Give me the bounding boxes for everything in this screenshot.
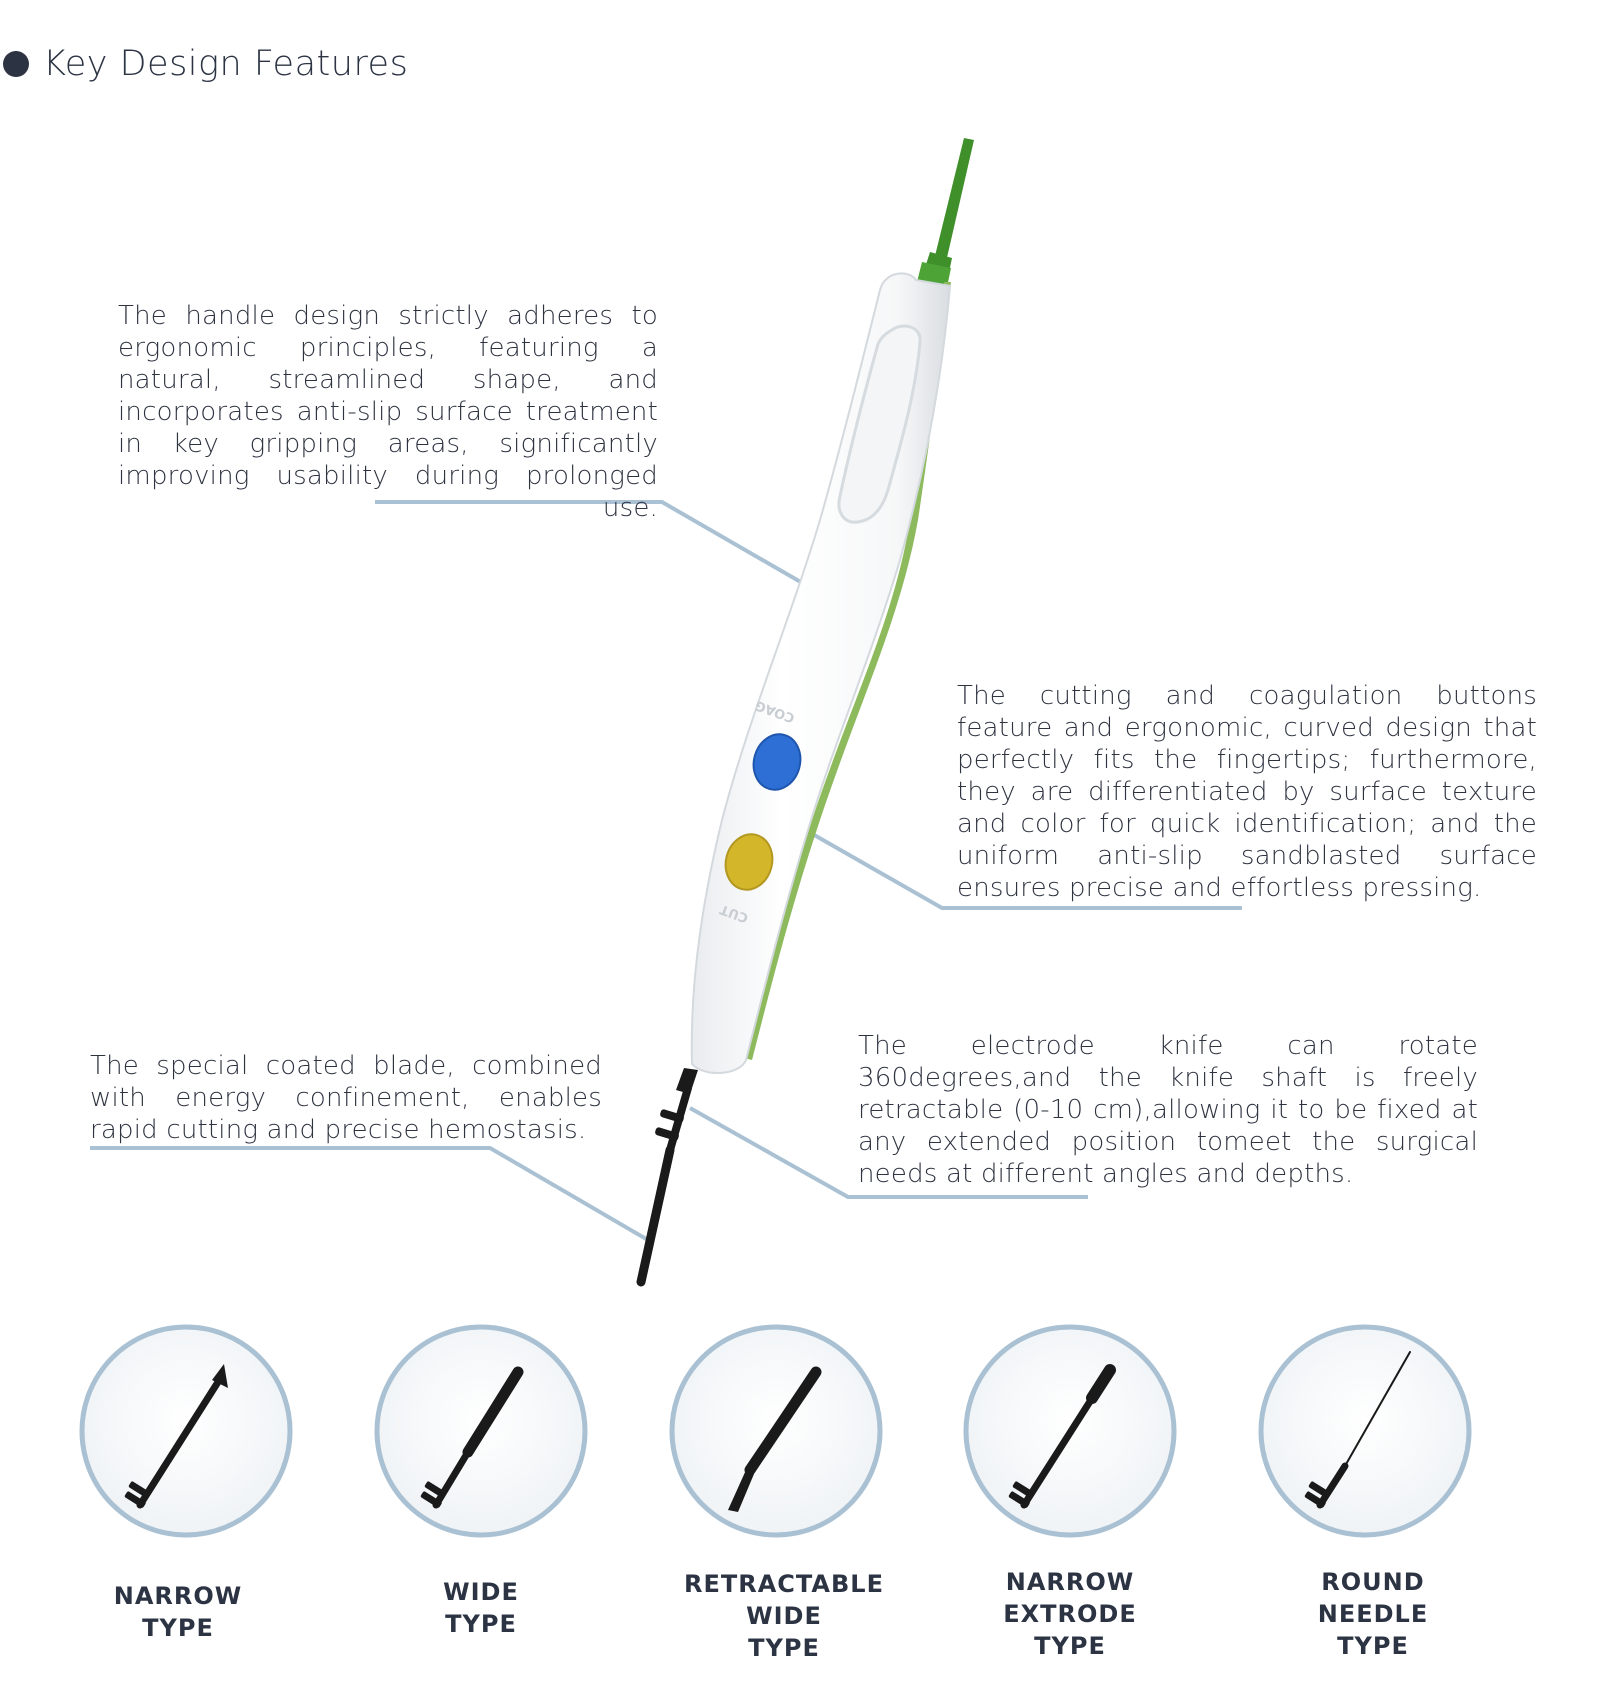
cable [916, 138, 974, 296]
round-needle-tip-icon [1261, 1327, 1469, 1535]
leader-line-blade [90, 1148, 648, 1240]
feature-text-blade: The special coated blade, combined with energy confinement, enables rapid cutting and precise hemostasis. [90, 1051, 602, 1145]
narrow-tip-icon [82, 1327, 290, 1535]
tip-type-circles [82, 1327, 1469, 1535]
section-title-text: Key Design Features [43, 44, 409, 84]
tip-type-label-retractable-wide: RETRACTABLE WIDE TYPE [684, 1570, 884, 1662]
tip-type-label-wide: WIDE TYPE [443, 1578, 519, 1638]
tip-type-label-narrow: NARROW TYPE [113, 1582, 243, 1642]
electrode-blade [641, 1068, 698, 1282]
feature-text-handle: The handle design strictly adheres to ergonomic principles, featuring a natural, streamlined shape, and incorporates anti-slip surface treatment in key gripping areas, significantly improving usability during prolonged use. [118, 301, 658, 523]
tip-type-label-round-needle: ROUND NEEDLE TYPE [1317, 1568, 1429, 1660]
tip-type-label-narrow-extrode: NARROW EXTRODE TYPE [1003, 1568, 1137, 1660]
coag-button-label: COAG [753, 696, 797, 726]
cut-button-label: CUT [718, 901, 751, 926]
retractable-wide-tip-icon [672, 1327, 880, 1535]
feature-text-rotate: The electrode knife can rotate 360degrees,and the knife shaft is freely retractable (0-10 cm),allowing it to be fixed at any extended position tomeet the surgical needs at different angles and depths. [858, 1031, 1478, 1189]
pencil-body [692, 273, 951, 1073]
feature-text-buttons: The cutting and coagulation buttons feature and ergonomic, curved design that perfectly fits the fingertips; furthermore, they are differentiated by surface texture and color for quick identification; and the uniform anti-slip sandblasted surface ensures precise and effortless pressing. [957, 681, 1537, 903]
narrow-extrode-tip-icon [966, 1327, 1174, 1535]
wide-tip-icon [377, 1327, 585, 1535]
